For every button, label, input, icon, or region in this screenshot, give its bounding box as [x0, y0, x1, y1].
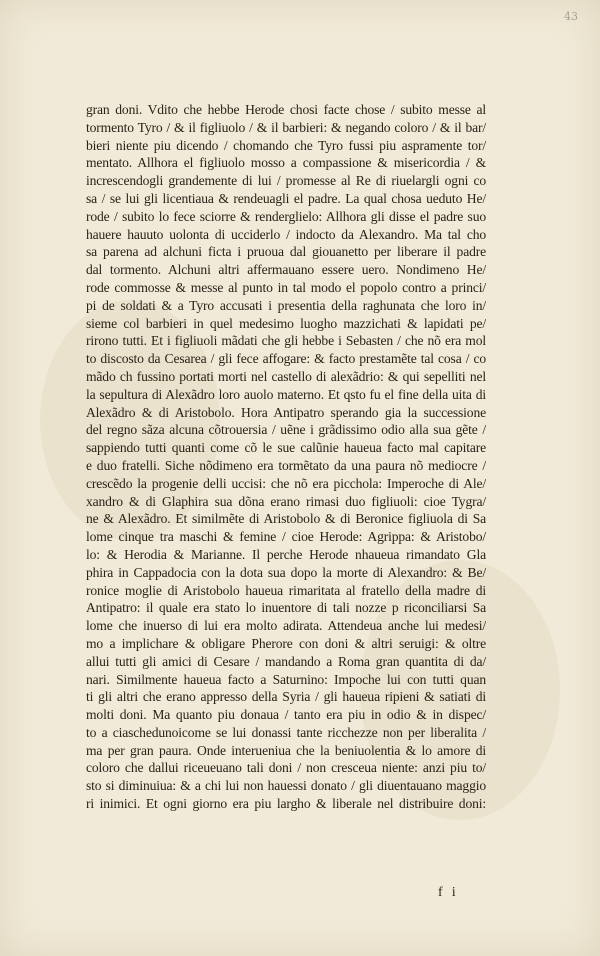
text-line: allui tutti gli amici di Cesare / mandando a Roma gran quantita di da/ [86, 653, 486, 669]
text-line: tormento Tyro / & il figliuolo / & il barbieri: & negando coloro / & il bar/ [86, 119, 486, 135]
text-line: mentato. Allhora el figliuolo mosso a compassione & misericordia / & [86, 155, 486, 171]
text-line: molti doni. Ma quanto piu donaua / tanto era piu in odio & in dispec/ [86, 707, 486, 723]
text-line: bieri niente piu dicendo / chomando che Tyro fussi piu aspramente tor/ [86, 137, 486, 153]
text-line: ronice moglie di Aristobolo haueua rimaritata al fratello della madre di [86, 582, 486, 598]
text-line: gran doni. Vdito che hebbe Herode chosi facte chose / subito messe al [86, 102, 486, 117]
text-line: nari. Similmente haueua facto a Saturnino: Impoche lui con tutti quan [86, 671, 486, 687]
text-line: lo: & Herodia & Marianne. Il perche Herode nhaueua rimandato Gla [86, 546, 486, 562]
text-line: rirono tutti. Et i figliuoli mãdati che gli hebbe i Sebasten / che nõ era mol [86, 333, 486, 349]
text-line: to discosto da Cesarea / gli fece affogare: & facto prestamẽte tal cosa / co [86, 351, 486, 367]
text-line: sto si diminuiua: & a chi lui non hauessi donato / gli diuentauano maggio [86, 778, 486, 794]
text-line: ne & Alexãdro. Et similmẽte di Aristobolo & di Beronice figliuola di Sa [86, 511, 486, 527]
text-line: ma per gran paura. Onde interueniua che la beniuolentia & lo amore di [86, 742, 486, 758]
folio-note: 43 [564, 10, 578, 23]
text-line: phira in Cappadocia con la dota sua dopo la morte di Alexandro: & Be/ [86, 564, 486, 580]
text-line: rode / subito lo fece sciorre & renderglielo: Allhora gli disse el padre suo [86, 208, 486, 224]
text-line: Antipatro: il quale era stato lo inuentore di tali nozze p riconciliarsi Sa [86, 600, 486, 616]
text-line: coloro che dallui riceueuano tali doni / non cresceua niente: anzi piu to/ [86, 760, 486, 776]
text-line: pi de soldati & a Tyro accusati i presentia della raghunata che loro in/ [86, 297, 486, 313]
text-line: sappiendo tutti quanti come cõ le sue calũnie haueua facto mal capitare [86, 440, 486, 456]
text-line: la sepultura di Alexãdro loro auolo materno. Et qsto fu el fine della uita di [86, 386, 486, 402]
text-line: crescẽdo la progenie delli uccisi: che nõ era picchola: Imperoche di Ale/ [86, 475, 486, 491]
text-line: lome cinque tra maschi & femine / cioe Herode: Agrippa: & Aristobo/ [86, 529, 486, 545]
text-line: Alexãdro & di Aristobolo. Hora Antipatro sperando gia la successione [86, 404, 486, 420]
text-line: hauere hauuto uolonta di ucciderlo / indocto da Alexandro. Ma tal cho [86, 226, 486, 242]
text-block [86, 101, 486, 813]
text-line: mãdo ch fussino portati morti nel castello di alexãdrio: & qui sepelliti nel [86, 368, 486, 384]
text-line: sa parena ad alchuni ficta i pruoua dal giouanetto per liberare il padre [86, 244, 486, 260]
text-line: xandro & di Glaphira sua dõna erano rimasi duo figliuoli: cioe Tygra/ [86, 493, 486, 509]
text-line: ti gli altri che erano appresso della Syria / gli haueua ripieni & satiati di [86, 689, 486, 705]
text-line: dal tormento. Alchuni altri affermauano essere uero. Nondimeno He/ [86, 262, 486, 278]
text-line: sa / se lui gli licentiaua & rendeuagli el padre. La qual chosa ueduto He/ [86, 190, 486, 206]
text-line: lome che inuerso di lui era molto adirata. Attendeua anche lui medesi/ [86, 618, 486, 634]
text-line: rode commosse & messe al punto in tal modo el popolo contro a princi/ [86, 279, 486, 295]
text-line: mo a implichare & obligare Pherore con doni & altri seruigi: & oltre [86, 635, 486, 651]
text-line: to a ciaschedunoicome se lui donassi tante ricchezze non per liberalita / [86, 724, 486, 740]
text-line: del regno sãza alcuna cõtrouersia / uẽne i grãdissimo odio alla sua gẽte / [86, 422, 486, 438]
text-line: ri inimici. Et ogni giorno era piu largho & liberale nel distribuire doni: [86, 796, 486, 812]
text-line: e duo fratelli. Siche nõdimeno era tormẽtato da una paura nõ mediocre / [86, 457, 486, 473]
signature-mark: f i [438, 884, 459, 899]
text-line: sieme col barbieri in quel medesimo luogho mazzichati & lapidati pe/ [86, 315, 486, 331]
text-line: increscendogli grandemente di lui / promesse al Re di riuelargli ogni co [86, 173, 486, 189]
